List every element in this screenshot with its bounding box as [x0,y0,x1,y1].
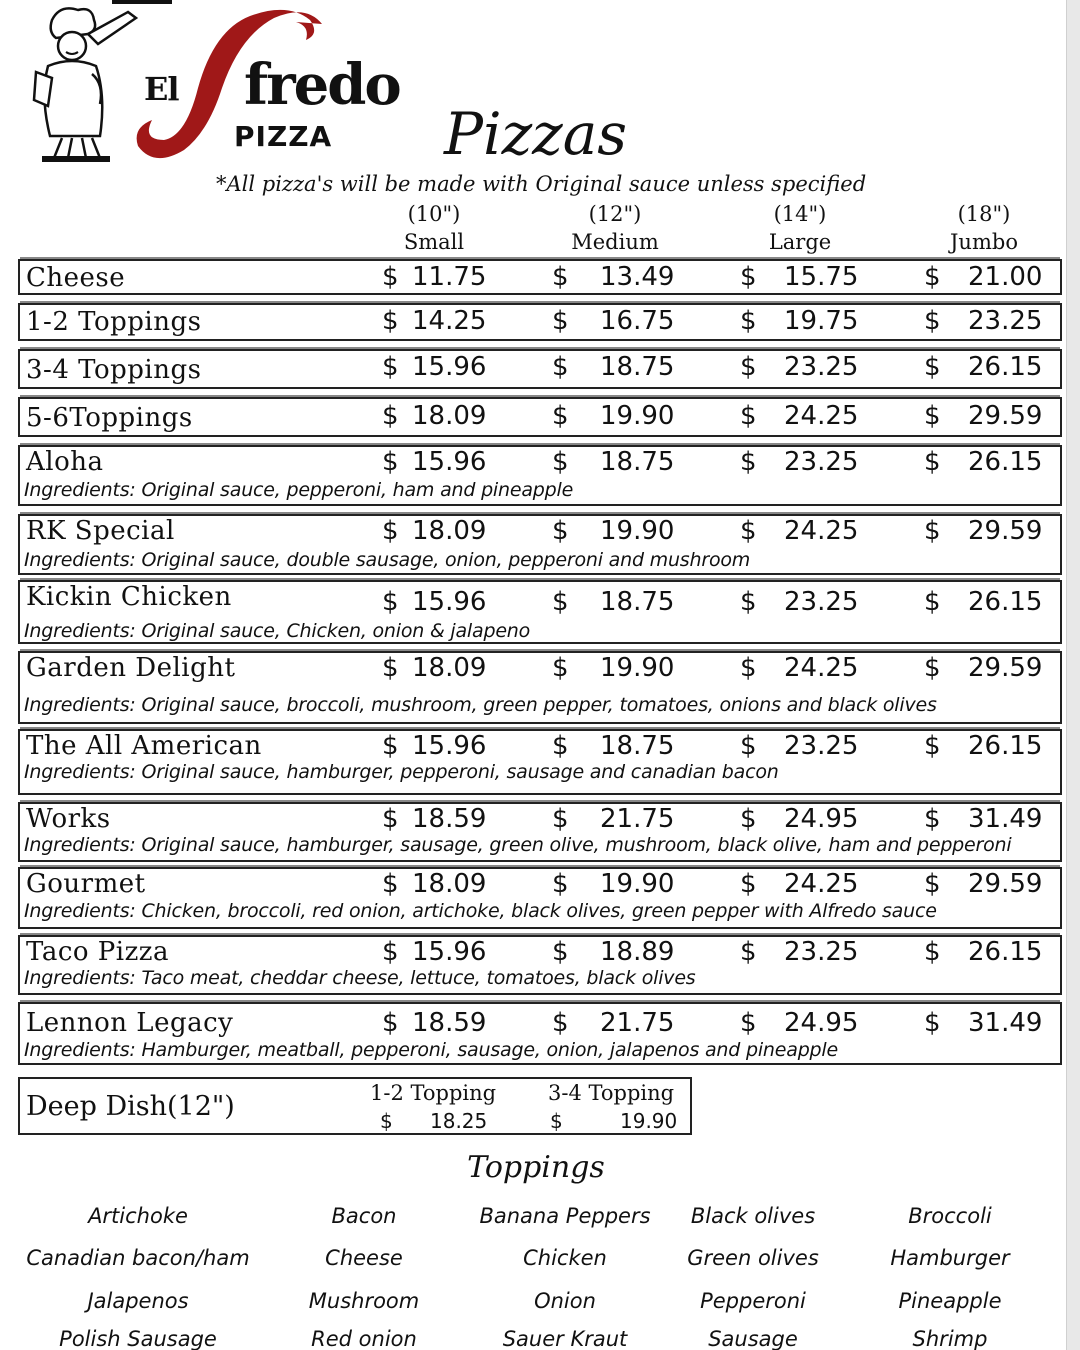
currency-sign: $ [924,306,941,336]
price-large: 23.25 [784,447,859,477]
currency-sign: $ [382,352,399,382]
price-small: 15.96 [412,587,487,617]
price-large: 24.25 [784,516,859,546]
currency-sign: $ [382,1008,399,1038]
logo-text-pizza: PIZZA [234,120,333,153]
size-header-small [364,200,504,256]
price-small: 18.09 [412,516,487,546]
deep-dish-option-label: 3-4 Topping [548,1081,675,1105]
price-large: 23.25 [784,587,859,617]
topping-item: Shrimp [912,1327,988,1350]
currency-sign: $ [382,306,399,336]
currency-sign: $ [924,262,941,292]
pizza-ingredients: Ingredients: Original sauce, broccoli, mushroom, green pepper, tomatoes, onions and black olives [24,694,937,716]
currency-sign: $ [382,516,399,546]
currency-sign: $ [552,937,569,967]
size-label: Jumbo [950,230,1018,254]
pizza-name: 1-2 Toppings [26,307,202,337]
topping-item: Jalapenos [87,1289,189,1313]
topping-item: Mushroom [308,1289,420,1313]
currency-sign: $ [924,1008,941,1038]
deep-dish-row [18,1077,692,1135]
price-small: 18.09 [412,869,487,899]
pizza-row [18,259,1062,295]
currency-sign: $ [382,804,399,834]
price-jumbo: 26.15 [968,447,1043,477]
topping-item: Hamburger [890,1246,1010,1270]
size-label: Large [768,230,832,254]
topping-item: Black olives [690,1204,816,1228]
price-medium: 19.90 [600,869,675,899]
pizza-ingredients: Ingredients: Original sauce, hamburger, sausage, green olive, mushroom, black olive, ham and pepperoni [24,834,1012,856]
pizza-row [18,445,1062,506]
pizza-name: Kickin Chicken [26,582,232,612]
pizza-name: Works [26,804,111,834]
pizza-ingredients: Ingredients: Original sauce, double sausage, onion, pepperoni and mushroom [24,549,751,571]
topping-item: Canadian bacon/ham [26,1246,250,1270]
currency-sign: $ [382,731,399,761]
pizza-name: Gourmet [26,869,146,899]
size-label: Medium [571,230,659,254]
currency-sign: $ [382,587,399,617]
size-label: Small [403,230,465,254]
price-medium: 18.75 [600,587,675,617]
logo-text-el: El [144,70,179,108]
currency-sign: $ [552,587,569,617]
price-medium: 18.75 [600,731,675,761]
price-jumbo: 29.59 [968,401,1043,431]
currency-sign: $ [552,352,569,382]
price-jumbo: 26.15 [968,352,1043,382]
pizza-row [18,1002,1062,1065]
topping-item: Pepperoni [700,1289,806,1313]
currency-sign: $ [382,937,399,967]
price-medium: 16.75 [600,306,675,336]
currency-sign: $ [740,804,757,834]
deep-dish-option-price: 19.90 [620,1109,678,1133]
pizza-ingredients: Ingredients: Taco meat, cheddar cheese, lettuce, tomatoes, black olives [24,967,696,989]
topping-item: Broccoli [908,1204,992,1228]
pizza-row [18,729,1062,795]
currency-sign: $ [382,869,399,899]
currency-sign: $ [924,516,941,546]
currency-sign: $ [924,937,941,967]
currency-sign: $ [740,447,757,477]
currency-sign: $ [924,731,941,761]
price-jumbo: 26.15 [968,587,1043,617]
price-large: 23.25 [784,731,859,761]
topping-item: Red onion [311,1327,417,1350]
topping-item: Cheese [325,1246,403,1270]
currency-sign: $ [740,306,757,336]
price-large: 24.25 [784,401,859,431]
price-jumbo: 29.59 [968,516,1043,546]
currency-sign: $ [382,262,399,292]
pizza-name: Garden Delight [26,653,236,683]
price-small: 18.09 [412,401,487,431]
price-small: 18.59 [412,804,487,834]
currency-sign: $ [552,447,569,477]
deep-dish-name: Deep Dish(12") [26,1091,235,1122]
currency-sign: $ [382,653,399,683]
pizza-row [18,802,1062,862]
currency-sign: $ [382,401,399,431]
price-medium: 18.89 [600,937,675,967]
page-edge [1066,0,1080,1350]
toppings-title: Toppings [467,1150,605,1185]
price-jumbo: 23.25 [968,306,1043,336]
size-inches: (14") [773,202,827,226]
deep-dish-option-label: 1-2 Topping [370,1081,497,1105]
currency-sign: $ [552,869,569,899]
currency-sign: $ [740,587,757,617]
price-large: 24.25 [784,869,859,899]
topping-item: Polish Sausage [59,1327,217,1350]
currency-sign: $ [740,516,757,546]
pizza-ingredients: Ingredients: Hamburger, meatball, pepperoni, sausage, onion, jalapenos and pineapple [24,1039,838,1061]
price-medium: 19.90 [600,516,675,546]
pizza-row [18,580,1062,644]
currency-sign: $ [552,1008,569,1038]
size-inches: (18") [957,202,1011,226]
pizza-name: The All American [26,731,262,761]
price-large: 24.95 [784,1008,859,1038]
pizza-row [18,349,1062,389]
page-title: Pizzas [444,100,628,168]
currency-sign: $ [740,653,757,683]
price-jumbo: 31.49 [968,804,1043,834]
price-jumbo: 31.49 [968,1008,1043,1038]
price-jumbo: 29.59 [968,653,1043,683]
price-jumbo: 21.00 [968,262,1043,292]
currency-sign: $ [552,262,569,292]
price-small: 15.96 [412,352,487,382]
pizza-name: 5-6Toppings [26,403,193,433]
logo-text-fredo: fredo [244,52,400,118]
pizza-row [18,867,1062,929]
pizza-name: Cheese [26,263,126,293]
currency-sign: $ [552,653,569,683]
pizza-ingredients: Ingredients: Original sauce, hamburger, pepperoni, sausage and canadian bacon [24,761,779,783]
currency-sign: $ [550,1109,563,1133]
topping-item: Chicken [523,1246,607,1270]
currency-sign: $ [924,804,941,834]
pizza-row [18,303,1062,341]
price-medium: 19.90 [600,653,675,683]
price-medium: 21.75 [600,1008,675,1038]
pizza-name: RK Special [26,516,175,546]
price-large: 24.95 [784,804,859,834]
topping-item: Artichoke [88,1204,188,1228]
price-medium: 21.75 [600,804,675,834]
topping-item: Bacon [331,1204,397,1228]
size-inches: (12") [588,202,642,226]
price-jumbo: 26.15 [968,731,1043,761]
currency-sign: $ [924,401,941,431]
pizza-row [18,935,1062,995]
currency-sign: $ [552,306,569,336]
topping-item: Sausage [708,1327,798,1350]
currency-sign: $ [552,804,569,834]
currency-sign: $ [740,352,757,382]
size-header-medium [545,200,685,256]
topping-item: Pineapple [898,1289,1002,1313]
price-small: 18.59 [412,1008,487,1038]
topping-item: Onion [534,1289,596,1313]
currency-sign: $ [552,731,569,761]
price-small: 15.96 [412,937,487,967]
price-small: 11.75 [412,262,487,292]
price-large: 23.25 [784,937,859,967]
pizza-row [18,514,1062,575]
currency-sign: $ [382,447,399,477]
currency-sign: $ [740,401,757,431]
currency-sign: $ [740,731,757,761]
price-jumbo: 26.15 [968,937,1043,967]
price-large: 23.25 [784,352,859,382]
size-inches: (10") [407,202,461,226]
currency-sign: $ [740,869,757,899]
pizza-name: 3-4 Toppings [26,355,202,385]
pizza-ingredients: Ingredients: Original sauce, pepperoni, ham and pineapple [24,479,574,501]
currency-sign: $ [552,401,569,431]
price-small: 15.96 [412,731,487,761]
price-medium: 18.75 [600,447,675,477]
pizza-ingredients: Ingredients: Original sauce, Chicken, onion & jalapeno [24,620,531,642]
currency-sign: $ [740,937,757,967]
topping-item: Banana Peppers [479,1204,651,1228]
price-large: 15.75 [784,262,859,292]
price-large: 19.75 [784,306,859,336]
pizza-name: Aloha [26,447,104,477]
el-fredo-logo [22,0,402,172]
price-small: 14.25 [412,306,487,336]
currency-sign: $ [924,869,941,899]
currency-sign: $ [924,352,941,382]
pizza-name: Taco Pizza [26,937,170,967]
currency-sign: $ [924,447,941,477]
topping-item: Sauer Kraut [502,1327,628,1350]
currency-sign: $ [552,516,569,546]
price-jumbo: 29.59 [968,869,1043,899]
currency-sign: $ [740,262,757,292]
topping-item: Green olives [687,1246,819,1270]
size-header-jumbo [914,200,1054,256]
price-medium: 13.49 [600,262,675,292]
currency-sign: $ [740,1008,757,1038]
price-small: 18.09 [412,653,487,683]
sauce-note: *All pizza's will be made with Original sauce unless specified [216,172,867,196]
price-small: 15.96 [412,447,487,477]
size-header-large [730,200,870,256]
currency-sign: $ [924,587,941,617]
deep-dish-option-price: 18.25 [430,1109,488,1133]
price-large: 24.25 [784,653,859,683]
currency-sign: $ [380,1109,393,1133]
currency-sign: $ [924,653,941,683]
price-medium: 19.90 [600,401,675,431]
price-medium: 18.75 [600,352,675,382]
pizza-ingredients: Ingredients: Chicken, broccoli, red onion, artichoke, black olives, green pepper with Alfredo sauce [24,900,937,922]
pizza-name: Lennon Legacy [26,1008,234,1038]
pizza-row [18,651,1062,724]
pizza-row [18,397,1062,437]
